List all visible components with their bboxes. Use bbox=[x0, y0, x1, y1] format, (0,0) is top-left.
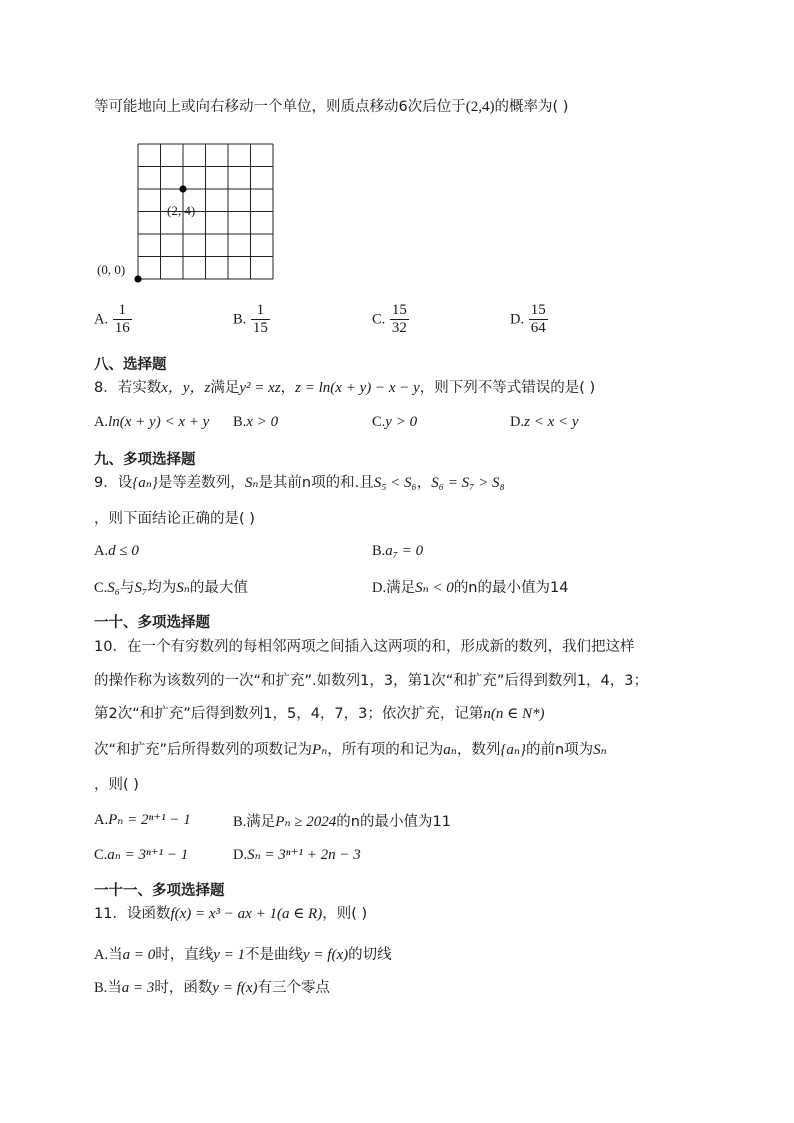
point-2-4-label: (2, 4) bbox=[167, 203, 196, 218]
fraction: $\frac{1}{15}$ bbox=[252, 302, 268, 336]
q7-option-c[interactable]: C. $\frac{15}{32}$ bbox=[372, 302, 407, 336]
q7-stem: 等可能地向上或向右移动一个单位，则质点移动6次后位于(2,4)的概率为( ) bbox=[94, 99, 569, 115]
grid-lines bbox=[138, 144, 273, 279]
q7-option-d[interactable]: D. $\frac{15}{64}$ bbox=[510, 302, 546, 336]
q11-option-a[interactable]: A.当a = 0时，直线y = 1不是曲线y = f(x)的切线 bbox=[94, 947, 392, 963]
q10-option-c[interactable]: C.aₙ = 3ⁿ⁺¹ − 1 bbox=[94, 847, 189, 863]
q9-stem: 9．设{aₙ}是等差数列，Sₙ是其前n项的和.且S₅ < S₆，S₆ = S₇ > S₈ bbox=[94, 475, 505, 491]
q8-option-c[interactable]: C.y > 0 bbox=[372, 414, 418, 430]
q8-option-a[interactable]: A.ln(x + y) < x + y bbox=[94, 414, 210, 430]
q9-stem-continued: ，则下面结论正确的是( ) bbox=[94, 511, 255, 527]
q7-option-a[interactable]: A. $\frac{1}{16}$ bbox=[94, 302, 130, 336]
q10-option-a[interactable]: A.Pₙ = 2ⁿ⁺¹ − 1 bbox=[94, 812, 191, 828]
fraction: $\frac{1}{16}$ bbox=[114, 302, 130, 336]
section-8-heading: 八、选择题 bbox=[94, 357, 167, 373]
q10-line-5: ，则( ) bbox=[94, 777, 139, 793]
q10-option-d[interactable]: D.Sₙ = 3ⁿ⁺¹ + 2n − 3 bbox=[233, 847, 361, 863]
q10-line-2: 的操作称为该数列的一次“和扩充”.如数列1，3，第1次“和扩充”后得到数列1，4，3； bbox=[94, 673, 649, 689]
point-2-4 bbox=[179, 185, 186, 192]
section-11-heading: 一十一、多项选择题 bbox=[94, 883, 225, 899]
q8-option-b[interactable]: B.x > 0 bbox=[233, 414, 279, 430]
q8-option-d[interactable]: D.z < x < y bbox=[510, 414, 579, 430]
q10-line-4: 次“和扩充”后所得数列的项数记为Pₙ，所有项的和记为aₙ，数列{aₙ}的前n项为Sₙ bbox=[94, 742, 607, 758]
q11-option-b[interactable]: B.当a = 3时，函数y = f(x)有三个零点 bbox=[94, 980, 331, 996]
point-origin bbox=[134, 275, 141, 282]
section-10-heading: 一十、多项选择题 bbox=[94, 615, 210, 631]
q9-option-d[interactable]: D.满足Sₙ < 0的n的最小值为14 bbox=[372, 580, 569, 596]
fraction: $\frac{15}{32}$ bbox=[391, 302, 407, 336]
section-9-heading: 九、多项选择题 bbox=[94, 452, 196, 468]
fraction: $\frac{15}{64}$ bbox=[530, 302, 546, 336]
origin-label: (0, 0) bbox=[97, 262, 126, 277]
q10-line-3: 第2次“和扩充”后得到数列1，5，4，7，3；依次扩充，记第n(n ∈ N*) bbox=[94, 706, 545, 722]
q7-option-b[interactable]: B. $\frac{1}{15}$ bbox=[233, 302, 268, 336]
q10-line-1: 10．在一个有穷数列的每相邻两项之间插入这两项的和，形成新的数列，我们把这样 bbox=[94, 639, 635, 655]
q9-option-c[interactable]: C.S₆与S₇均为Sₙ的最大值 bbox=[94, 580, 248, 596]
q9-option-b[interactable]: B.a₇ = 0 bbox=[372, 543, 424, 559]
q10-option-b[interactable]: B.满足Pₙ ≥ 2024的n的最小值为11 bbox=[233, 814, 451, 830]
q9-option-a[interactable]: A.d ≤ 0 bbox=[94, 543, 139, 559]
q7-point: (2,4) bbox=[465, 99, 495, 115]
q11-stem: 11．设函数f(x) = x³ − ax + 1(a ∈ R)，则( ) bbox=[94, 906, 368, 922]
q8-stem: 8．若实数x，y，z满足y² = xz，z = ln(x + y) − x − y，则下列不等式错误的是( ) bbox=[94, 380, 596, 396]
